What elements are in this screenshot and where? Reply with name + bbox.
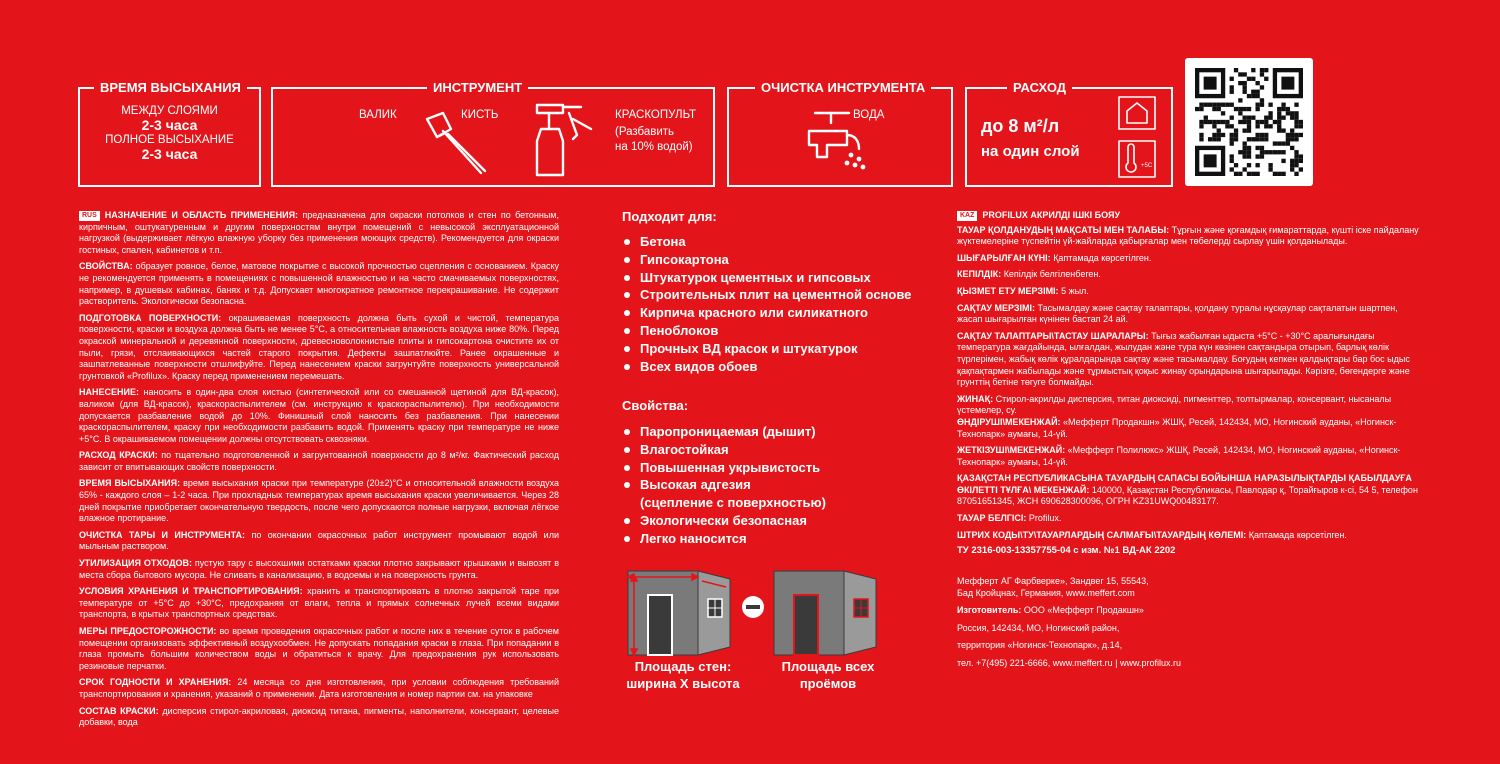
rus-h7: ОЧИСТКА ТАРЫ И ИНСТРУМЕНТА: <box>79 529 246 540</box>
rus-t5: по тщательно подготовленной и загрунтованной поверхности до 8 м²/кг. Фактический расход зависит от впитывающих свойств поверхности. <box>79 450 559 472</box>
indoor-house-icon <box>1117 95 1157 131</box>
rus-h11: СРОК ГОДНОСТИ И ХРАНЕНИЯ: <box>79 677 232 688</box>
rus-t6: время высыхания краски при температуре (20±2)°С и относительной влажности воздуха 65% - каждого слоя – 1-2 часа. При прохладных температурах время высыхания краски увеличивается. Через 28 дней покрытие приобретает окончательную твердость, после чего допускаются полные нагрузки, включая лёгкое влажное протирание. <box>79 478 559 524</box>
rus-t2: образует ровное, белое, матовое покрытие с высокой прочностью сцепления с основанием. Краску не рекомендуется применять в помещениях с повышенной влажностью и на часто смачиваемых поверхностях, например, в душевых кабинах, банях и т.д. Допускает многократное ремонтное перекрашивание. Не содержит растворитель. Экологически безопасна. <box>79 261 559 307</box>
rus-h9: УСЛОВИЯ ХРАНЕНИЯ И ТРАНСПОРТИРОВАНИЯ: <box>79 586 303 597</box>
usage-box <box>965 80 1173 187</box>
kaz-t3: Кепілдік белгіленбеген. <box>1001 269 1101 280</box>
property-item: Экологически безопасная <box>622 512 826 530</box>
rus-h10: МЕРЫ ПРЕДОСТОРОЖНОСТИ: <box>79 626 217 636</box>
dilute-text-1: (Разбавить <box>615 126 675 138</box>
suitable-item: Строительных плит на цементной основе <box>622 286 911 304</box>
wall-area-caption <box>622 658 744 692</box>
tu-standard: ТУ 2316-003-13357755-04 с изм. №1 ВД-АК 2202 <box>957 545 1176 556</box>
sprayer-label: КРАСКОПУЛЬТ <box>615 109 696 121</box>
between-layers-value: 2-3 часа <box>141 117 198 133</box>
openings-area-caption <box>770 658 886 692</box>
kaz-t2: Қаптамада көрсетілген. <box>1050 252 1152 263</box>
kaz-h10: ҚАЗАҚСТАН РЕСПУБЛИКАСЫНА ТАУАРДЫҢ САПАСЫ БОЙЫНША НАРАЗЫЛЫҚТАРДЫ ҚАБЫЛДАУҒА ӨКІЛЕТТІ ТҰЛҒА\ МЕКЕНЖАЙ: <box>957 473 1412 495</box>
qr-code <box>1185 58 1313 186</box>
min-temp-label: +5С <box>1141 163 1153 169</box>
rus-h1: НАЗНАЧЕНИЕ И ОБЛАСТЬ ПРИМЕНЕНИЯ: <box>104 210 299 220</box>
russian-instructions <box>79 210 559 734</box>
water-label: ВОДА <box>853 109 885 121</box>
usage-per-layer: на один слой <box>981 143 1080 160</box>
usage-title: РАСХОД <box>1007 79 1072 97</box>
suitable-item: Прочных ВД красок и штукатурок <box>622 340 911 358</box>
spray-gun-icon <box>533 99 603 179</box>
kaz-t10: 140000, Қазақстан Республикасы, Павлодар қ, Торайғыров к-сі, 54 5, телефон 87051651345, ЖСН 690628300096, ОГРН KZ31UWQ00483177. <box>957 484 1418 507</box>
rus-h8: УТИЛИЗАЦИЯ ОТХОДОВ: <box>79 558 192 569</box>
rus-h5: РАСХОД КРАСКИ: <box>79 450 158 461</box>
address-line: Россия, 142434, МО, Ногинский район, <box>957 622 1120 633</box>
address-line: Мефферт АГ Фарбверке», Зандвег 15, 55543, <box>957 576 1149 586</box>
properties-list <box>622 423 826 548</box>
rus-t1: предназначена для окраски потолков и стен по бетонным, кирпичным, оштукатуренным и другим поверхностям внутри помещений с невысокой эксплуатационной нагрузкой (выдерживает лёгкую влажную уборку без применения моющих средств). Рекомендуется для окраски гостиных, спален, кабинетов и т.п. <box>79 210 559 255</box>
kaz-h3: КЕПІЛДІК: <box>957 269 1002 280</box>
kaz-h7: ЖИНАҚ: <box>957 393 994 404</box>
address-line: Бад Кройцнах, Германия, www.meffert.com <box>957 587 1135 598</box>
suitable-item: Бетона <box>622 233 911 251</box>
full-dry-label: ПОЛНОЕ ВЫСЫХАНИЕ <box>105 134 234 146</box>
kaz-t4: 5 жыл. <box>1058 285 1089 296</box>
manufacturer-label: Изготовитель: <box>957 605 1022 616</box>
rus-t7: по окончании окрасочных работ инструмент промывают водой или мыльным раствором. <box>79 529 559 552</box>
wall-area-caption-1: Площадь стен: <box>634 659 732 674</box>
openings-area-caption-2: проёмов <box>799 676 857 691</box>
rus-t8: пустую тару с высохшими остатками краски плотно закрывают крышками и вывозят в места сбора бытового мусора. Не сливать в канализацию, в водоемы и на поверхность грунта. <box>79 558 559 580</box>
suitable-item: Гипсокартона <box>622 251 911 269</box>
rus-h3: ПОДГОТОВКА ПОВЕРХНОСТИ: <box>79 312 222 323</box>
property-item: Повышенная укрывистость <box>622 459 826 477</box>
tools-title: ИНСТРУМЕНТ <box>427 79 528 97</box>
tool-cleaning-box <box>727 80 953 187</box>
between-layers-label: МЕЖДУ СЛОЯМИ <box>121 105 218 117</box>
rus-t12: дисперсия стирол-акриловая, диоксид титана, пигменты, наполнители, консервант, целевые добавки, вода <box>79 705 560 728</box>
kaz-h6: САҚТАУ ТАЛАПТАРЫ\ТАСТАУ ШАРАЛАРЫ: <box>957 330 1149 341</box>
full-dry-value: 2-3 часа <box>141 146 198 162</box>
property-item: Паропроницаемая (дышит) <box>622 423 826 441</box>
usage-value: до 8 м²/л <box>981 116 1060 136</box>
suitable-item: Штукатурок цементных и гипсовых <box>622 269 911 287</box>
kaz-t9: «Мефферт Полилюкс» ЖШҚ, Ресей, 142434, МО, Ногинский ауданы, «Ногинск-Технопарк» аумағы, 14-үй. <box>957 445 1401 467</box>
kaz-t8: «Мефферт Продакшн» ЖШҚ, Ресей, 142434, МО, Ногинский ауданы, «Ногинск-Технопарк» аумағы, 14-үй. <box>957 416 1397 439</box>
kaz-h4: ҚЫЗМЕТ ЕТУ МЕРЗІМІ: <box>957 285 1059 296</box>
kazakh-instructions <box>957 210 1421 546</box>
room-openings-icon <box>774 571 876 655</box>
kaz-t6: Тығыз жабылған ыдыста +5°С - +30°С аралығындағы температура жағдайында, ылғалдан, жылудан және тура күн көзінен сақтандыра отырып, барлық көлік түрлерімен, жабық көлік құралдарында сақтау және тасымалдау. Боғудың кепкен қалдықтары бар бос ыдыс қақпақтармен жабылады және тұрмыстық қоқыс жинау орындарына шығарылады. Кәрізге, бөгендерге және грунттің бетіне төгуге болмайды. <box>957 330 1410 388</box>
suitable-title: Подходит для: <box>622 209 717 224</box>
suitable-list <box>622 233 911 375</box>
tools-box <box>271 80 715 187</box>
kaz-title: PROFILUX АКРИЛДІ ІШКІ БОЯУ <box>982 210 1121 220</box>
brush-label: КИСТЬ <box>461 109 499 121</box>
rus-h4: НАНЕСЕНИЕ: <box>79 387 139 398</box>
dilute-text-2: на 10% водой) <box>615 141 693 153</box>
lang-tag-kaz: KAZ <box>957 211 977 221</box>
room-walls-icon <box>628 571 730 655</box>
drying-time-box <box>78 80 261 187</box>
rus-t4: наносить в один-два слоя кистью (синтетической или со смешанной щетиной для ВД-красок), валиком (для ВД-красок), краскораспылителем (см. инструкцию к краскораспылителю). При необходимости допускается разбавление водой до 10%. Финишный слой наносить без разбавления. При нанесении краскораспылителем, краску при необходимости разбавить водой. Применять краску при температуре не ниже +5°С. В окрашиваемом помещении должны отсутствовать сквозняки. <box>79 387 559 444</box>
rus-t9: хранить и транспортировать в плотно закрытой таре при температуре от +5°С до +30°С, предохраняя от влаги, тепла и прямых солнечных лучей всеми видами транспорта, в крытых транспортных средствах. <box>79 586 559 620</box>
property-item: Легко наносится <box>622 530 826 548</box>
manufacturer-addresses <box>957 576 1257 670</box>
drying-time-title: ВРЕМЯ ВЫСЫХАНИЯ <box>94 79 247 97</box>
thermometer-icon <box>1117 139 1157 179</box>
kaz-h12: ШТРИХ КОДЫ\ТУ\ТАУАРЛАРДЫҢ САЛМАҒЫ\ТАУАРДЫҢ КӨЛЕМІ: <box>957 529 1247 540</box>
qr-code-image <box>1195 68 1303 176</box>
property-item: Влагостойкая <box>622 441 826 459</box>
kaz-t7: Стирол-акрилды дисперсия, титан диоксиді, пигменттер, толтырмалар, консервант, нысаналы үстемелер, су. <box>957 393 1392 416</box>
rus-h2: СВОЙСТВА: <box>79 261 133 272</box>
brush-icon <box>421 109 493 179</box>
properties-title: Свойства: <box>622 398 689 413</box>
kaz-h9: ЖЕТКІЗУШІ\МЕКЕНЖАЙ: <box>957 445 1066 456</box>
kaz-h8: ӨНДІРУШІ\МЕКЕНЖАЙ: <box>957 416 1061 427</box>
kaz-t1: Тұрғын және қоғамдық ғимараттарда, күшті іске пайдалану жүктемелеріне түспейтін үй-жайларда қабырғалар мен төбелерді сырлау үшін қолданылады. <box>957 224 1419 247</box>
rus-t11: 24 месяца со дня изготовления, при условии соблюдения требований транспортирования и хранения, указаний о применении. Дата изготовления и номер партии см. на упаковке <box>79 677 559 699</box>
manufacturer-name: ООО «Мефферт Продакшн» <box>1021 605 1144 616</box>
lang-tag-rus: RUS <box>79 211 100 221</box>
contact-line: тел. +7(495) 221-6666, www.meffert.ru | www.profilux.ru <box>957 657 1181 668</box>
address-line: территория «Ногинск-Технопарк», д.14, <box>957 640 1123 651</box>
kaz-h1: ТАУАР ҚОЛДАНУДЫҢ МАҚСАТЫ МЕН ТАЛАБЫ: <box>957 224 1170 235</box>
rus-h12: СОСТАВ КРАСКИ: <box>79 705 159 716</box>
suitable-item: Кирпича красного или силикатного <box>622 304 911 322</box>
kaz-h2: ШЫҒАРЫЛҒАН КҮНІ: <box>957 252 1051 263</box>
rus-t3: окрашиваемая поверхность должна быть сухой и чистой, температура поверхности, краски и воздуха должна быть не менее 5°С, а относительная влажность воздуха ниже 80%. Перед окраской минеральной и деревянной поверхности, древесноволокнистые плиты и гипсокартона очистите их от пыли, грязи, отслаивающихся частей старого покрытия. Дефекты зашпатлюйте. Ранее окрашенные и зашпатлеванные поверхности отшлифуйте. Перед нанесением краски загрунтуйте поверхность универсальной грунтовкой «Profilux». Краску перед применением перемешать. <box>79 312 559 381</box>
suitable-item: Всех видов обоев <box>622 358 911 376</box>
property-item-continued: (сцепление с поверхностью) <box>640 495 826 511</box>
kaz-h11: ТАУАР БЕЛГІСІ: <box>957 513 1027 524</box>
rus-h6: ВРЕМЯ ВЫСЫХАНИЯ: <box>79 478 181 489</box>
roller-label: ВАЛИК <box>359 109 397 121</box>
openings-area-caption-1: Площадь всех <box>781 659 875 674</box>
kaz-t5: Тасымалдау және сақтау талаптары, қолдану туралы нұсқаулар сақталатын шартпен, жасап шығарылған күнінен бастап 24 ай. <box>957 302 1398 325</box>
suitable-item: Пеноблоков <box>622 322 911 340</box>
kaz-t11: Profilux. <box>1026 513 1062 524</box>
property-item: Высокая адгезия <box>622 476 826 494</box>
rus-t10: во время проведения окрасочных работ и после них в течение суток в рабочем помещении организовать эффективный воздухообмен. Не допускать попадания краски в глаза. При попадании в глаза промыть большим количеством воды и обратиться к врачу. Для предохранения рук использовать резиновые перчатки. <box>79 626 559 671</box>
wall-area-illustration <box>622 563 892 658</box>
wall-area-caption-2: ширина Х высота <box>626 676 740 691</box>
kaz-h5: САҚТАУ МЕРЗІМІ: <box>957 302 1035 313</box>
tool-cleaning-title: ОЧИСТКА ИНСТРУМЕНТА <box>755 79 931 97</box>
kaz-t12: Қаптамада көрсетілген. <box>1246 529 1347 540</box>
